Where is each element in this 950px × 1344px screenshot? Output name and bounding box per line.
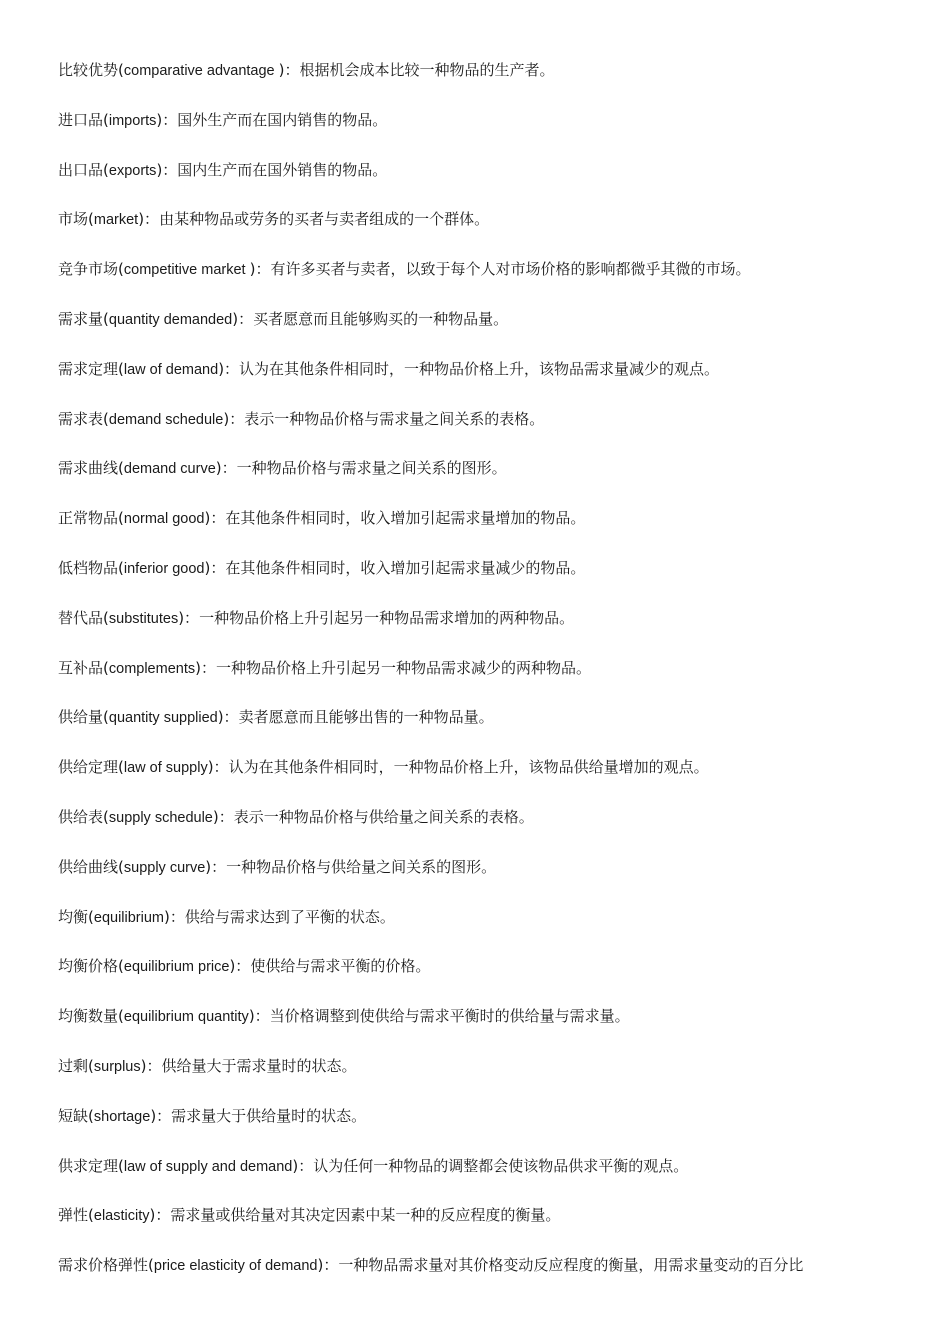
glossary-entry-law-of-supply-and-demand: 供求定理(law of supply and demand)：认为任何一种物品的调整都会使该物品供求平衡的观点。 [58, 1156, 689, 1175]
glossary-entry-exports: 出口品(exports)：国内生产而在国外销售的物品。 [58, 160, 388, 179]
entry-term: 短缺 [58, 1106, 89, 1125]
entry-term: 供给量 [58, 708, 104, 727]
entry-definition: 当价格调整到使供给与需求平衡时的供给量与需求量。 [269, 1007, 630, 1026]
entry-definition: 供给与需求达到了平衡的状态。 [184, 907, 395, 926]
glossary-entry-comparative-advantage: 比较优势(comparative advantage )：根据机会成本比较一种物品的生产者。 [58, 61, 555, 79]
entry-term: 均衡数量 [58, 1007, 119, 1026]
glossary-page [58, 58, 930, 1303]
entry-english: shortage [93, 1108, 151, 1125]
entry-term: 比较优势 [58, 61, 119, 79]
entry-definition: 一种物品价格上升引起另一种物品需求减少的两种物品。 [215, 658, 591, 677]
glossary-entry-law-of-supply: 供给定理(law of supply)：认为在其他条件相同时，一种物品价格上升，该物品供给量增加的观点。 [58, 758, 709, 777]
glossary-entry-market: 市场(market)：由某种物品或劳务的买者与卖者组成的一个群体。 [58, 210, 490, 229]
entry-term: 竞争市场 [58, 260, 119, 279]
entry-term: 需求曲线 [58, 459, 119, 478]
entry-english: comparative advantage [123, 63, 279, 79]
entry-term: 需求定理 [58, 359, 119, 378]
entry-term: 供给表 [58, 807, 104, 826]
glossary-entry-elasticity: 弹性(elasticity)：需求量或供给量对其决定因素中某一种的反应程度的衡量。 [58, 1206, 561, 1225]
glossary-entry-equilibrium: 均衡(equilibrium)：供给与需求达到了平衡的状态。 [58, 907, 395, 926]
entry-term: 弹性 [58, 1206, 89, 1225]
entry-term: 正常物品 [58, 509, 119, 528]
entry-term: 供给曲线 [58, 857, 119, 876]
entry-definition: 表示一种物品价格与供给量之间关系的表格。 [233, 807, 534, 826]
entry-term: 均衡价格 [58, 957, 119, 976]
entry-english: law of supply and demand [123, 1158, 293, 1175]
entry-english: supply curve [123, 859, 206, 876]
entry-english: quantity supplied [108, 710, 218, 727]
entry-english: inferior good [123, 560, 205, 577]
entry-term: 需求价格弹性 [58, 1256, 149, 1275]
glossary-entry-shortage: 短缺(shortage)：需求量大于供给量时的状态。 [58, 1106, 367, 1125]
entry-english: equilibrium quantity [123, 1009, 249, 1026]
entry-english: market [93, 212, 139, 229]
glossary-entry-law-of-demand: 需求定理(law of demand)：认为在其他条件相同时，一种物品价格上升，该物品需求量减少的观点。 [58, 359, 720, 378]
entry-english: normal good [123, 511, 205, 528]
entry-definition: 认为任何一种物品的调整都会使该物品供求平衡的观点。 [313, 1156, 689, 1175]
entry-english: substitutes [108, 610, 179, 627]
entry-term: 均衡 [58, 907, 89, 926]
entry-term: 低档物品 [58, 558, 119, 577]
entry-definition: 根据机会成本比较一种物品的生产者。 [299, 61, 555, 79]
glossary-entry-normal-good: 正常物品(normal good)：在其他条件相同时，收入增加引起需求量增加的物品。 [58, 509, 586, 528]
entry-definition: 买者愿意而且能够购买的一种物品量。 [253, 309, 509, 328]
entry-english: quantity demanded [108, 311, 233, 328]
entry-definition: 国内生产而在国外销售的物品。 [177, 160, 388, 179]
glossary-entry-demand-schedule: 需求表(demand schedule)：表示一种物品价格与需求量之间关系的表格。 [58, 409, 545, 428]
entry-term: 供求定理 [58, 1156, 119, 1175]
glossary-entry-supply-schedule: 供给表(supply schedule)：表示一种物品价格与供给量之间关系的表格。 [58, 807, 534, 826]
entry-term: 市场 [58, 210, 89, 229]
entry-english: law of supply [123, 760, 208, 777]
entry-english: exports [108, 162, 157, 179]
glossary-entry-complements: 互补品(complements)：一种物品价格上升引起另一种物品需求减少的两种物品。 [58, 658, 591, 677]
entry-definition: 一种物品需求量对其价格变动反应程度的衡量，用需求量变动的百分比 [338, 1256, 804, 1275]
entry-definition: 认为在其他条件相同时，一种物品价格上升，该物品供给量增加的观点。 [228, 758, 709, 777]
entry-term: 供给定理 [58, 758, 119, 777]
entry-definition: 由某种物品或劳务的买者与卖者组成的一个群体。 [159, 210, 490, 229]
glossary-entry-demand-curve: 需求曲线(demand curve)：一种物品价格与需求量之间关系的图形。 [58, 459, 507, 478]
glossary-entry-quantity-demanded: 需求量(quantity demanded)：买者愿意而且能够购买的一种物品量。 [58, 309, 509, 328]
entry-term: 进口品 [58, 110, 104, 129]
entry-english: competitive market [123, 262, 250, 279]
entry-definition: 国外生产而在国内销售的物品。 [177, 110, 388, 129]
glossary-entry-quantity-supplied: 供给量(quantity supplied)：卖者愿意而且能够出售的一种物品量。 [58, 708, 494, 727]
entry-english: demand schedule [108, 411, 224, 428]
entry-term: 替代品 [58, 608, 104, 627]
entry-english: law of demand [123, 361, 219, 378]
entry-definition: 卖者愿意而且能够出售的一种物品量。 [238, 708, 494, 727]
entry-definition: 认为在其他条件相同时，一种物品价格上升，该物品需求量减少的观点。 [239, 359, 720, 378]
entry-definition: 需求量或供给量对其决定因素中某一种的反应程度的衡量。 [170, 1206, 561, 1225]
entry-term: 需求表 [58, 409, 104, 428]
entry-english: complements [108, 660, 196, 677]
entry-term: 需求量 [58, 309, 104, 328]
entry-definition: 有许多买者与卖者，以致于每个人对市场价格的影响都微乎其微的市场。 [270, 260, 751, 279]
entry-definition: 一种物品价格上升引起另一种物品需求增加的两种物品。 [199, 608, 575, 627]
glossary-entry-competitive-market: 竞争市场(competitive market )：有许多买者与卖者，以致于每个人对市场价格的影响都微乎其微的市场。 [58, 260, 751, 279]
entry-definition: 供给量大于需求量时的状态。 [161, 1056, 357, 1075]
glossary-entry-supply-curve: 供给曲线(supply curve)：一种物品价格与供给量之间关系的图形。 [58, 857, 497, 876]
entry-english: demand curve [123, 461, 216, 478]
glossary-entry-imports: 进口品(imports)：国外生产而在国内销售的物品。 [58, 110, 388, 129]
entry-term: 过剩 [58, 1056, 89, 1075]
entry-term: 出口品 [58, 160, 104, 179]
entry-english: supply schedule [108, 809, 213, 826]
entry-definition: 表示一种物品价格与需求量之间关系的表格。 [244, 409, 545, 428]
entry-english: elasticity [93, 1208, 150, 1225]
entry-definition: 一种物品价格与需求量之间关系的图形。 [236, 459, 507, 478]
glossary-entry-equilibrium-quantity: 均衡数量(equilibrium quantity)：当价格调整到使供给与需求平衡时的供给量与需求量。 [58, 1007, 630, 1026]
entry-english: surplus [93, 1058, 141, 1075]
entry-english: equilibrium price [123, 959, 230, 976]
glossary-entry-equilibrium-price: 均衡价格(equilibrium price)：使供给与需求平衡的价格。 [58, 957, 431, 976]
entry-definition: 使供给与需求平衡的价格。 [250, 957, 431, 976]
glossary-entry-inferior-good: 低档物品(inferior good)：在其他条件相同时，收入增加引起需求量减少的物品。 [58, 558, 586, 577]
entry-definition: 在其他条件相同时，收入增加引起需求量增加的物品。 [225, 509, 586, 528]
glossary-entry-substitutes: 替代品(substitutes)：一种物品价格上升引起另一种物品需求增加的两种物品。 [58, 608, 575, 627]
glossary-entry-price-elasticity-of-demand: 需求价格弹性(price elasticity of demand)：一种物品需求量对其价格变动反应程度的衡量，用需求量变动的百分比 [58, 1256, 804, 1275]
entry-definition: 需求量大于供给量时的状态。 [171, 1106, 367, 1125]
entry-definition: 一种物品价格与供给量之间关系的图形。 [226, 857, 497, 876]
glossary-entry-surplus: 过剩(surplus)：供给量大于需求量时的状态。 [58, 1056, 357, 1075]
entry-english: imports [108, 112, 157, 129]
entry-term: 互补品 [58, 658, 104, 677]
entry-english: price elasticity of demand [153, 1258, 318, 1275]
entry-english: equilibrium [93, 909, 164, 926]
entry-definition: 在其他条件相同时，收入增加引起需求量减少的物品。 [225, 558, 586, 577]
